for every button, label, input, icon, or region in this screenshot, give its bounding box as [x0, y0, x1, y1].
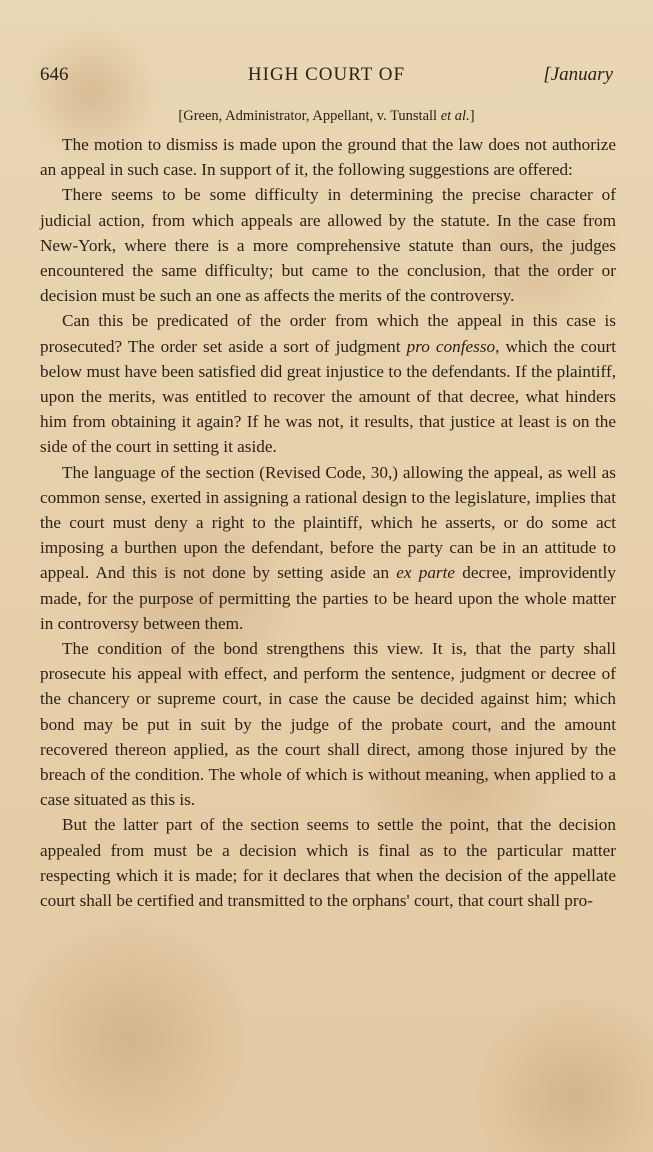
- paragraph-6-text: But the latter part of the section seems to settle the point, that the decision appealed from must be a decision which is final as to the particular matter respecting which it is made; for it declares that when the decision of the appellate court shall be certified and transmitted to the orphans' court, that court shall pro-: [40, 815, 616, 911]
- paragraph-5: [40, 636, 616, 812]
- paragraph-3-text: Can this be predicated of the order from which the appeal in this case is prosecuted? The order set aside a sort of judgment: [40, 311, 616, 356]
- paragraph-4-italic: ex parte: [396, 563, 456, 583]
- paragraph-3: [40, 308, 616, 459]
- paragraph-2-text: There seems to be some difficulty in determining the precise character of judicial action, from which appeals are allowed by the statute. In the case from New-York, where there is a more comprehensive statute than ours, the judges encountered the same difficulty; but came to the conclusion, that the order or decision must be such an one as affects the merits of the controversy.: [40, 185, 616, 306]
- paragraph-1-text: The motion to dismiss is made upon the ground that the law does not authorize an appeal in such case. In support of it, the following suggestions are offered:: [40, 135, 616, 180]
- body-text: [40, 132, 616, 913]
- paragraph-2: [40, 182, 616, 308]
- caption-italic: et al.: [440, 108, 470, 124]
- paragraph-4: [40, 460, 616, 636]
- paragraph-3-italic: pro confesso,: [406, 336, 500, 356]
- page-number: 646: [40, 64, 69, 85]
- paragraph-4-rest: decree, improvidently made, for the purpose of permitting the parties to be heard upon the whole matter in controversy between them.: [40, 563, 616, 633]
- paragraph-1: [40, 132, 616, 182]
- paragraph-5-text: The condition of the bond strengthens this view. It is, that the party shall prosecute his appeal with effect, and perform the sentence, judgment or decree of the chancery or supreme court, in case the cause be decided against him; which bond may be put in suit by the judge of the probate court, and the amount recovered thereon applied, as the court shall direct, among those injured by the breach of the condition. The whole of which is without meaning, when applied to a case situated as this is.: [40, 639, 616, 810]
- caption-text: [Green, Administrator, Appellant, v. Tunstall: [178, 108, 441, 124]
- running-title: HIGH COURT OF: [247, 64, 406, 85]
- page-header: [40, 64, 613, 90]
- case-caption: [40, 108, 613, 125]
- month-label: [January: [543, 64, 613, 85]
- paragraph-4-text: The language of the section (Revised Code, 30,) allowing the appeal, as well as common sense, exerted in assigning a rational design to the legislature, implies that the court must deny a right to the plaintiff, which he asserts, or do some act imposing a burthen upon the defendant, before the party can be in an attitude to appeal. And this is not done by setting aside an: [40, 462, 616, 583]
- caption-close: ]: [469, 108, 475, 124]
- paragraph-6: [40, 812, 616, 913]
- paragraph-3-rest: which the court below must have been satisfied did great injustice to the defendants. If the plaintiff, upon the merits, was entitled to recover the amount of that decree, what hinders him from obtaining it again? If he was not, it results, that justice at least is on the side of the court in setting it aside.: [40, 336, 616, 457]
